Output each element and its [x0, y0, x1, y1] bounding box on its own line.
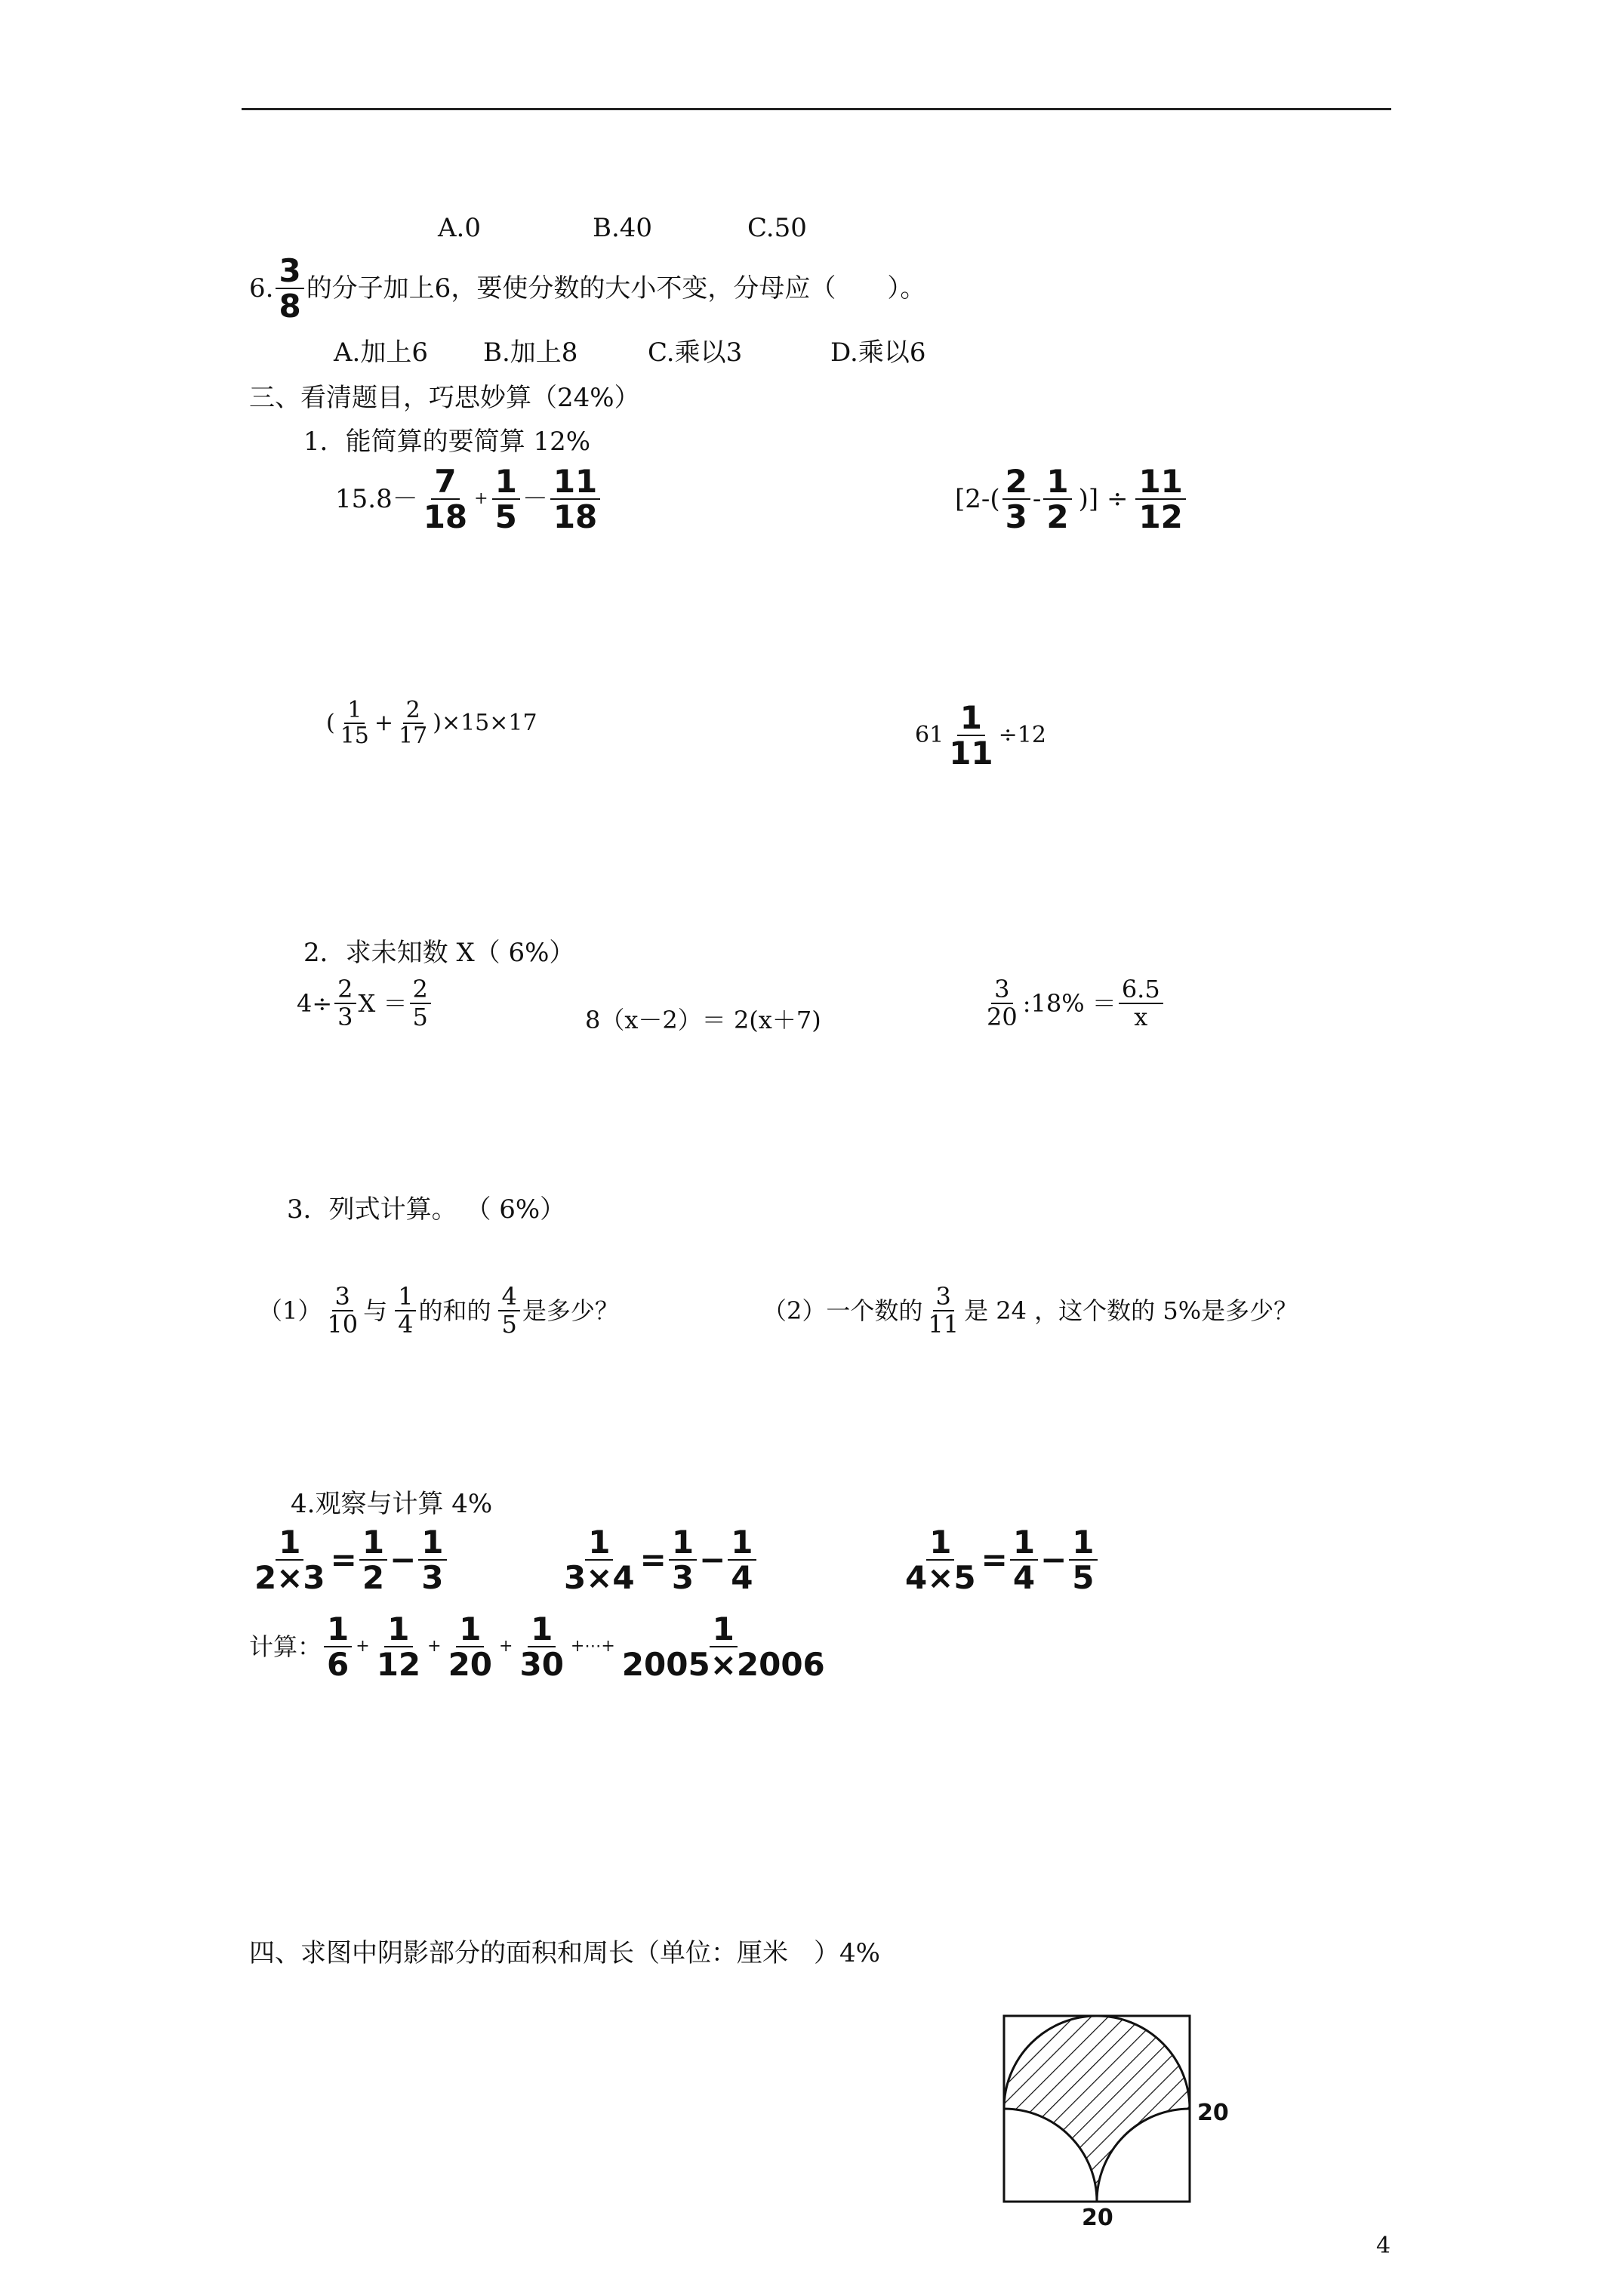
q5-option-c: C.50: [747, 213, 807, 243]
equation-3: $\frac{3}{20}$ :18% ＝ $\frac{6.5}{x}$: [981, 976, 1166, 1030]
q5-option-b: B.40: [593, 213, 653, 243]
q6-option-c: C.乘以3: [648, 337, 743, 368]
page-number: 4: [1376, 2233, 1391, 2259]
equation-2: 8（x－2）＝ 2(x＋7): [585, 1006, 821, 1034]
pattern-equation-2: $\frac{1}{3\times 4}$ = $\frac{1}{3}$ − $\frac{1}{4}$: [559, 1525, 759, 1595]
part-4-title: 4.观察与计算 4%: [291, 1489, 493, 1519]
q6-option-a: A.加上6: [334, 337, 428, 368]
label-bottom: 20: [1082, 2205, 1113, 2227]
section-4-title: 四、求图中阴影部分的面积和周长（单位：厘米 ）4%: [249, 1938, 880, 1968]
fraction: $\frac{3}{8}$: [276, 254, 303, 324]
q6-option-d: D.乘以6: [830, 337, 926, 368]
header-rule: [242, 108, 1391, 110]
series-calculation: 计算： $\frac{1}{6}$ + $\frac{1}{12}$ + $\frac{1}{20}$ + $\frac{1}{30}$ +⋯+ $\frac{1}{2005\times 2006}$: [249, 1610, 825, 1684]
word-problem-2: （2）一个数的 $\frac{3}{11}$ 是 24 ，这个数的 5%是多少？: [762, 1282, 1298, 1339]
part-1-title: 1．能简算的要简算 12%: [303, 427, 591, 457]
label-right: 20: [1197, 2100, 1229, 2126]
question-6: [249, 254, 925, 324]
pattern-equation-1: $\frac{1}{2\times 3}$ = $\frac{1}{2}$ − $\frac{1}{3}$: [249, 1525, 449, 1595]
q5-option-a: A.0: [438, 213, 481, 243]
expr-4: 61 $\frac{1}{11}$ ÷12: [915, 699, 1046, 772]
part-3-title: 3．列式计算。 （ 6%）: [287, 1194, 566, 1225]
q6-text: 的分子加上6，要使分数的大小不变，分母应（ ）。: [306, 273, 926, 304]
section-3-title: 三、看清题目，巧思妙算（24%）: [249, 383, 640, 413]
q6-number: 6.: [249, 273, 274, 304]
expr-3: ( $\frac{1}{15}$ + $\frac{2}{17}$ )×15×17: [326, 697, 537, 750]
q6-option-b: B.加上8: [483, 337, 578, 368]
word-problem-1: （1） $\frac{3}{10}$ 与 $\frac{1}{4}$ 的和的 $\frac{4}{5}$ 是多少？: [258, 1282, 619, 1339]
equation-1: 4÷ $\frac{2}{3}$ X ＝ $\frac{2}{5}$: [297, 976, 433, 1030]
shaded-area-figure: [996, 2008, 1253, 2227]
expr-1: 15.8－ $\frac{7}{18}$ + $\frac{1}{5}$ － $\frac{11}{18}$: [335, 464, 602, 535]
part-2-title: 2．求未知数 X（ 6%）: [303, 938, 575, 968]
expr-2: [2-( $\frac{2}{3}$ - $\frac{1}{2}$ )] ÷ $\frac{11}{12}$: [955, 464, 1188, 535]
pattern-equation-3: $\frac{1}{4\times 5}$ = $\frac{1}{4}$ − $\frac{1}{5}$: [900, 1525, 1100, 1595]
